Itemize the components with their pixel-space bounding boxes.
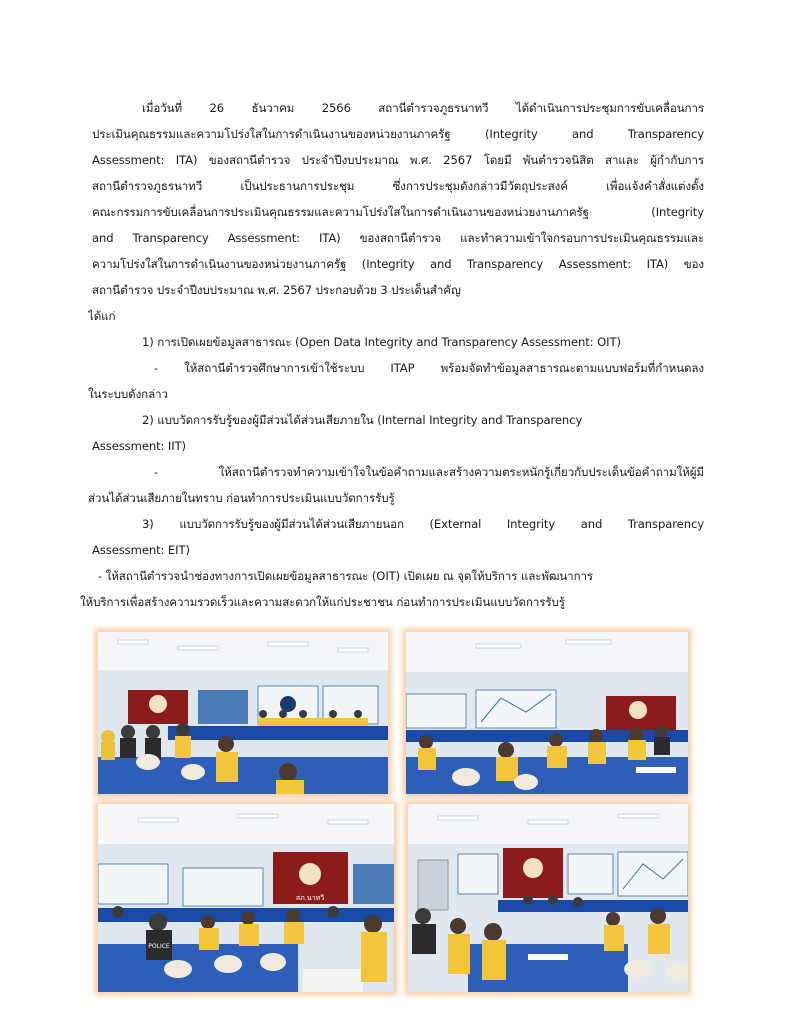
item3-detail: ให้บริการเพื่อสร้างความรวดเร็วและความสะดวกให้แก่ประชาชน ก่อนทำการประเมินแบบวัดการรับรู้ [80,595,565,609]
intro-line: เมื่อวันที่ 26 ธันวาคม 2566 สถานีตำรวจภูธรนาทวี ได้ดำเนินการประชุมการขับเคลื่อนการ [142,101,704,115]
meeting-photo-2 [406,632,688,794]
item1-detail: ในระบบดังกล่าว [88,387,168,401]
intro-line: คณะกรรมการขับเคลื่อนการประเมินคุณธรรมและความโปร่งใสในการดำเนินงานของหน่วยงานภาครัฐ (Integrity [92,205,704,219]
item3-title: Assessment: EIT) [92,543,190,557]
banner-text: สภ.นาทวี [295,894,325,902]
item2-title: 2) แบบวัดการรับรู้ของผู้มีส่วนได้ส่วนเสียภายใน (Internal Integrity and Transparency [142,413,583,427]
photo-grid [98,632,692,996]
meeting-photo-3 [98,804,394,992]
meeting-photo-4 [408,804,688,992]
intro-line: and Transparency Assessment: ITA) ของสถานีตำรวจ และทำความเข้าใจกรอบการประเมินคุณธรรมและ [92,231,704,245]
meeting-photo-1 [98,632,388,794]
item2-title: Assessment: IIT) [92,439,186,453]
intro-line: Assessment: ITA) ของสถานีตำรวจ ประจำปีงบประมาณ พ.ศ. 2567 โดยมี พันตำรวจนิสิต สาและ ผู้กำกับการ [92,153,704,167]
item3-detail: - ให้สถานีตำรวจนำช่องทางการเปิดเผยข้อมูลสาธารณะ (OIT) เปิดเผย ณ จุดให้บริการ และพัฒนาการ [98,569,594,583]
item2-detail: ส่วนได้ส่วนเสียภายในทราบ ก่อนทำการประเมินแบบวัดการรับรู้ [88,491,395,505]
vest-text: POLICE [148,943,170,950]
article-body [80,95,704,615]
intro-line: ความโปร่งใสในการดำเนินงานของหน่วยงานภาครัฐ (Integrity and Transparency Assessment: ITA) ของ [92,257,704,271]
intro-line: สถานีตำรวจภูธรนาทวี เป็นประธานการประชุม ซึ่งการประชุมดังกล่าวมีวัตถุประสงค์ เพื่อแจ้งคำสั่งแต่งตั้ง [92,179,704,193]
intro-line: สถานีตำรวจ ประจำปีงบประมาณ พ.ศ. 2567 ประกอบด้วย 3 ประเด็นสำคัญ [92,283,461,297]
item2-detail: - ให้สถานีตำรวจทำความเข้าใจในข้อคำถามและสร้างความตระหนักรู้เกี่ยวกับประเด็นข้อคำถามให้ผู้มี [154,465,704,479]
item1-title: 1) การเปิดเผยข้อมูลสาธารณะ (Open Data Integrity and Transparency Assessment: OIT) [142,335,621,349]
item3-title: 3) แบบวัดการรับรู้ของผู้มีส่วนได้ส่วนเสียภายนอก (External Integrity and Transparency [142,517,704,531]
intro-line: ประเมินคุณธรรมและความโปร่งใสในการดำเนินงานของหน่วยงานภาครัฐ (Integrity and Transparency [92,127,704,141]
lead-text: ได้แก่ [88,309,116,323]
item1-detail: - ให้สถานีตำรวจศึกษาการเข้าใช้ระบบ ITAP พร้อมจัดทำข้อมูลสาธารณะตามแบบฟอร์มที่กำหนดลง [154,361,704,375]
